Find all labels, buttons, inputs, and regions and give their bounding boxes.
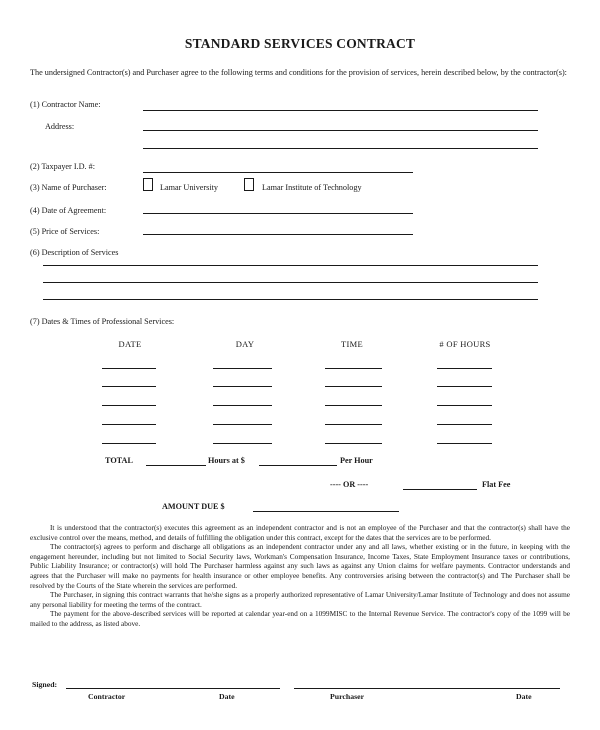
contractor-date-caption: Date bbox=[219, 692, 235, 701]
flat-fee-field[interactable] bbox=[403, 489, 477, 490]
description-line-3[interactable] bbox=[43, 299, 538, 300]
schedule-cell[interactable] bbox=[437, 405, 492, 406]
terms-paragraph: The contractor(s) agrees to perform and discharge all obligations as an independent contractor under any and all laws, whether existing or in the future, in keeping with the engagement hereunder, including but not limited to Social Security laws, Workman's Compensation Insurance, Income Taxes, State Employment Insurance taxes or contributions, Public Liability Insurance; or contractor(s) will hold The Purchaser harmless against any such laws as against any Union claims for welfare payments. Contractor understands and agrees that the Purchaser will make no payments for health insurance or other employee benefits. Any controversies arising between the contractor(s) and The Purchaser shall be resolved by the Courts of the State wherein the services are performed. bbox=[30, 542, 570, 590]
amount-due-field[interactable] bbox=[253, 511, 399, 512]
schedule-cell[interactable] bbox=[325, 405, 382, 406]
intro-text: The undersigned Contractor(s) and Purchaser agree to the following terms and conditions for the provision of services, herein described below, by the contractor(s): bbox=[30, 68, 567, 77]
amount-due-label: AMOUNT DUE $ bbox=[162, 502, 225, 511]
address-label: Address: bbox=[45, 122, 75, 131]
schedule-cell[interactable] bbox=[213, 443, 272, 444]
hours-column-header: # OF HOURS bbox=[439, 339, 491, 349]
flat-fee-label: Flat Fee bbox=[482, 480, 511, 489]
schedule-cell[interactable] bbox=[102, 405, 156, 406]
lamar-institute-checkbox[interactable] bbox=[244, 178, 254, 191]
schedule-cell[interactable] bbox=[213, 368, 272, 369]
terms-paragraph: The payment for the above-described services will be reported at calendar year-end on a 1099MISC to the Internal Revenue Service. The contractor's copy of the 1099 will be mailed to the address, as listed above. bbox=[30, 609, 570, 628]
description-of-services-label: (6) Description of Services bbox=[30, 248, 119, 257]
terms-section bbox=[30, 523, 570, 629]
schedule-cell[interactable] bbox=[102, 386, 156, 387]
schedule-cell[interactable] bbox=[325, 443, 382, 444]
contractor-name-label: (1) Contractor Name: bbox=[30, 100, 101, 109]
lamar-university-label: Lamar University bbox=[160, 183, 218, 192]
schedule-cell[interactable] bbox=[437, 443, 492, 444]
taxpayer-id-field[interactable] bbox=[143, 172, 413, 173]
time-column-header: TIME bbox=[341, 339, 363, 349]
description-line-2[interactable] bbox=[43, 282, 538, 283]
terms-paragraph: It is understood that the contractor(s) executes this agreement as an independent contractor and is not an employee of the Purchaser and that the contractor(s) shall have the exclusive control over the means, method, and details of fulfilling the obligation under this contract, except for the dates that the services are to be performed. bbox=[30, 523, 570, 542]
date-of-agreement-label: (4) Date of Agreement: bbox=[30, 206, 107, 215]
schedule-cell[interactable] bbox=[437, 368, 492, 369]
address-field-line-1[interactable] bbox=[143, 130, 538, 131]
hours-at-label: Hours at $ bbox=[208, 456, 245, 465]
schedule-cell[interactable] bbox=[325, 386, 382, 387]
purchaser-name-label: (3) Name of Purchaser: bbox=[30, 183, 107, 192]
terms-paragraph: The Purchaser, in signing this contract warrants that he/she signs as a properly authorized representative of Lamar University/Lamar Institute of Technology and does not assume any personal liability for meeting the terms of the contract. bbox=[30, 590, 570, 609]
schedule-cell[interactable] bbox=[102, 424, 156, 425]
hourly-rate-field[interactable] bbox=[259, 465, 337, 466]
dates-times-label: (7) Dates & Times of Professional Services: bbox=[30, 317, 175, 326]
purchaser-caption: Purchaser bbox=[330, 692, 365, 701]
taxpayer-id-label: (2) Taxpayer I.D. #: bbox=[30, 162, 95, 171]
or-separator: ---- OR ---- bbox=[330, 480, 369, 489]
price-of-services-field[interactable] bbox=[143, 234, 413, 235]
schedule-cell[interactable] bbox=[437, 386, 492, 387]
total-label: TOTAL bbox=[105, 456, 133, 465]
per-hour-label: Per Hour bbox=[340, 456, 373, 465]
schedule-cell[interactable] bbox=[102, 368, 156, 369]
address-field-line-2[interactable] bbox=[143, 148, 538, 149]
purchaser-signature-line[interactable] bbox=[294, 688, 560, 689]
purchaser-date-caption: Date bbox=[516, 692, 532, 701]
schedule-cell[interactable] bbox=[213, 386, 272, 387]
signed-label: Signed: bbox=[32, 680, 58, 689]
lamar-university-checkbox[interactable] bbox=[143, 178, 153, 191]
price-of-services-label: (5) Price of Services: bbox=[30, 227, 100, 236]
schedule-cell[interactable] bbox=[325, 424, 382, 425]
contractor-signature-line[interactable] bbox=[66, 688, 280, 689]
day-column-header: DAY bbox=[235, 339, 255, 349]
total-hours-field[interactable] bbox=[146, 465, 206, 466]
contractor-name-field[interactable] bbox=[143, 110, 538, 111]
schedule-cell[interactable] bbox=[102, 443, 156, 444]
schedule-cell[interactable] bbox=[325, 368, 382, 369]
schedule-cell[interactable] bbox=[213, 424, 272, 425]
lamar-institute-label: Lamar Institute of Technology bbox=[262, 183, 362, 192]
schedule-cell[interactable] bbox=[213, 405, 272, 406]
page-title: STANDARD SERVICES CONTRACT bbox=[184, 36, 416, 51]
schedule-cell[interactable] bbox=[437, 424, 492, 425]
contractor-caption: Contractor bbox=[88, 692, 126, 701]
description-line-1[interactable] bbox=[43, 265, 538, 266]
date-column-header: DATE bbox=[118, 339, 142, 349]
date-of-agreement-field[interactable] bbox=[143, 213, 413, 214]
